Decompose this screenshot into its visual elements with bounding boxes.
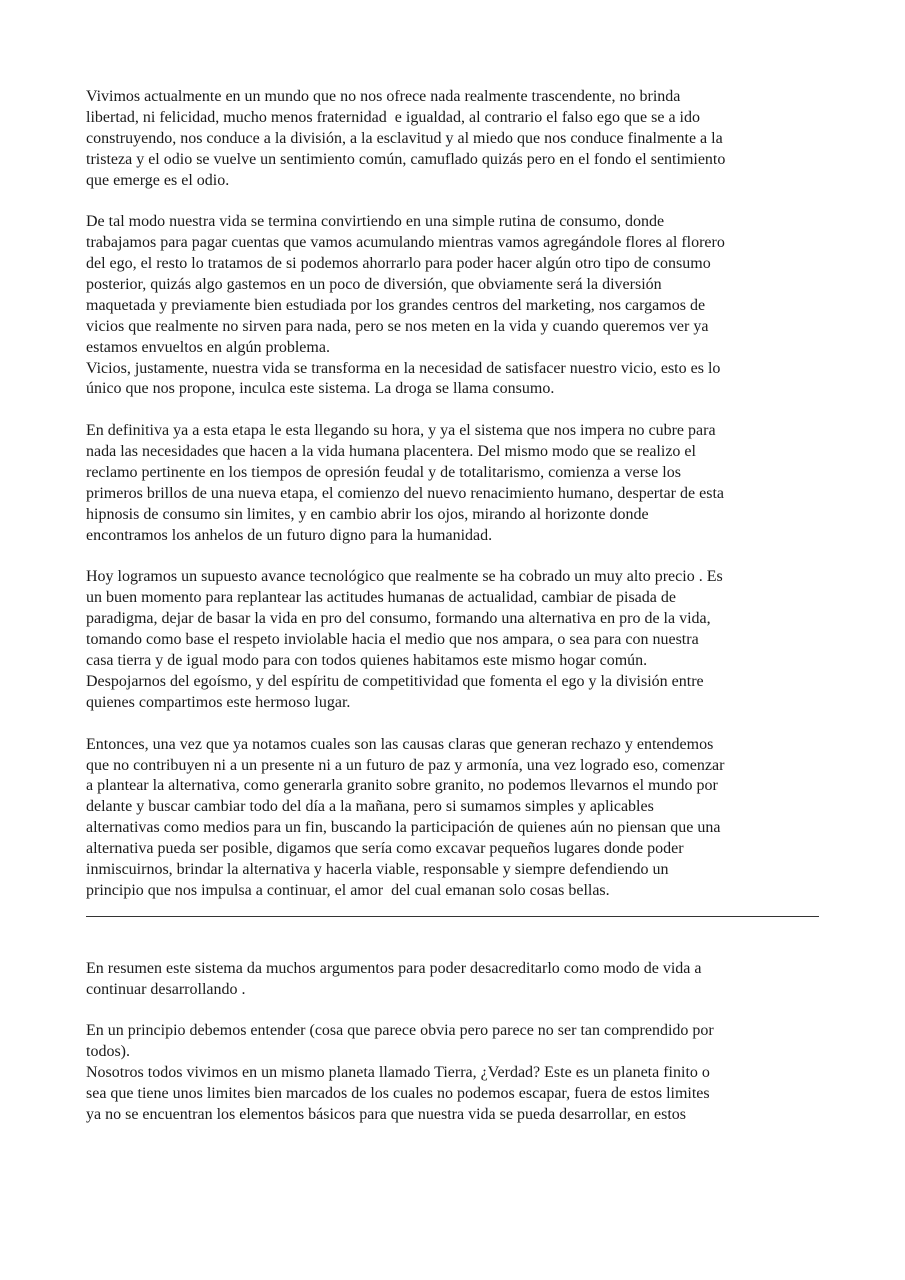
text-line: vicios que realmente no sirven para nada, pero se nos meten en la vida y cuando queremos ver ya bbox=[86, 317, 709, 335]
text-line: Nosotros todos vivimos en un mismo planeta llamado Tierra, ¿Verdad? Este es un planeta finito o bbox=[86, 1064, 710, 1082]
text-line: primeros brillos de una nueva etapa, el comienzo del nuevo renacimiento humano, despertar de esta bbox=[86, 484, 724, 502]
text-line: del ego, el resto lo tratamos de si podemos ahorrarlo para poder hacer algún otro tipo de consumo bbox=[86, 255, 711, 273]
text-line: Vivimos actualmente en un mundo que no nos ofrece nada realmente trascendente, no brinda bbox=[86, 88, 681, 105]
text-line: que emerge es el odio. bbox=[86, 171, 230, 189]
text-line: Hoy logramos un supuesto avance tecnológico que realmente se ha cobrado un muy alto precio . Es bbox=[86, 568, 723, 586]
text-line: quienes compartimos este hermoso lugar. bbox=[86, 693, 351, 711]
text-line: casa tierra y de igual modo para con todos quienes habitamos este mismo hogar común. bbox=[86, 652, 648, 670]
document-page bbox=[86, 87, 821, 1126]
text-line: alternativa pueda ser posible, digamos que sería como excavar pequeños lugares donde poder bbox=[86, 840, 684, 858]
text-line: continuar desarrollando . bbox=[86, 980, 246, 998]
paragraph bbox=[86, 1021, 821, 1125]
text-line: Despojarnos del egoísmo, y del espíritu de competitividad que fomenta el ego y la división entre bbox=[86, 672, 704, 690]
text-line: delante y buscar cambiar todo del día a la mañana, pero si sumamos simples y aplicables bbox=[86, 798, 654, 816]
text-line: inmiscuirnos, brindar la alternativa y hacerla viable, responsable y siempre defendiendo un bbox=[86, 860, 669, 878]
text-line: tomando como base el respeto inviolable hacia el medio que nos ampara, o sea para con nuestra bbox=[86, 631, 699, 649]
paragraph bbox=[86, 212, 821, 400]
text-line: hipnosis de consumo sin limites, y en cambio abrir los ojos, mirando al horizonte donde bbox=[86, 505, 649, 523]
text-line: tristeza y el odio se vuelve un sentimiento común, camuflado quizás pero en el fondo el sentimiento bbox=[86, 150, 726, 168]
text-line: reclamo pertinente en los tiempos de opresión feudal y de totalitarismo, comienza a verse los bbox=[86, 464, 681, 482]
section-spacer bbox=[86, 917, 821, 959]
text-line: libertad, ni felicidad, mucho menos fraternidad e igualdad, al contrario el falso ego que se a ido bbox=[86, 108, 700, 126]
paragraph-spacer bbox=[86, 191, 821, 212]
text-line: Entonces, una vez que ya notamos cuales son las causas claras que generan rechazo y entendemos bbox=[86, 735, 714, 753]
text-line: De tal modo nuestra vida se termina convirtiendo en una simple rutina de consumo, donde bbox=[86, 213, 665, 231]
text-line: paradigma, dejar de basar la vida en pro del consumo, formando una alternativa en pro de la vida, bbox=[86, 610, 711, 628]
text-line: posterior, quizás algo gastemos en un poco de diversión, que obviamente será la diversión bbox=[86, 276, 662, 294]
paragraph-spacer bbox=[86, 1001, 821, 1022]
text-line: En resumen este sistema da muchos argumentos para poder desacreditarlo como modo de vida a bbox=[86, 959, 702, 977]
paragraph bbox=[86, 735, 821, 902]
text-line: alternativas como medios para un fin, buscando la participación de quienes aún no piensan que una bbox=[86, 819, 721, 837]
text-line: principio que nos impulsa a continuar, el amor del cual emanan solo cosas bellas. bbox=[86, 881, 610, 899]
paragraph-spacer bbox=[86, 714, 821, 735]
paragraph-spacer bbox=[86, 400, 821, 421]
text-line: En un principio debemos entender (cosa que parece obvia pero parece no ser tan comprendido por bbox=[86, 1022, 714, 1040]
paragraph-spacer bbox=[86, 547, 821, 568]
text-line: trabajamos para pagar cuentas que vamos acumulando mientras vamos agregándole flores al florero bbox=[86, 234, 725, 252]
paragraph bbox=[86, 567, 821, 713]
text-line: encontramos los anhelos de un futuro digno para la humanidad. bbox=[86, 526, 493, 544]
paragraph bbox=[86, 421, 821, 546]
text-line: todos). bbox=[86, 1043, 130, 1061]
text-line: ya no se encuentran los elementos básicos para que nuestra vida se pueda desarrollar, en estos bbox=[86, 1105, 687, 1123]
text-line: En definitiva ya a esta etapa le esta llegando su hora, y ya el sistema que nos impera no cubre para bbox=[86, 422, 716, 440]
text-line: un buen momento para replantear las actitudes humanas de actualidad, cambiar de pisada de bbox=[86, 589, 676, 607]
paragraph bbox=[86, 87, 821, 191]
text-line: construyendo, nos conduce a la división, a la esclavitud y al miedo que nos conduce finalmente a la bbox=[86, 129, 723, 147]
text-line: maquetada y previamente bien estudiada por los grandes centros del marketing, nos cargamos de bbox=[86, 296, 706, 314]
text-line: sea que tiene unos limites bien marcados de los cuales no podemos escapar, fuera de estos limites bbox=[86, 1085, 710, 1103]
text-line: nada las necesidades que hacen a la vida humana placentera. Del mismo modo que se realizo el bbox=[86, 443, 696, 461]
text-line: único que nos propone, inculca este sistema. La droga se llama consumo. bbox=[86, 380, 555, 398]
text-line: a plantear la alternativa, como generarla granito sobre granito, no podemos llevarnos el mundo por bbox=[86, 777, 718, 795]
text-line: estamos envueltos en algún problema. bbox=[86, 338, 330, 356]
text-line: Vicios, justamente, nuestra vida se transforma en la necesidad de satisfacer nuestro vicio, esto es lo bbox=[86, 359, 721, 377]
text-line: que no contribuyen ni a un presente ni a un futuro de paz y armonía, una vez logrado eso, comenzar bbox=[86, 756, 725, 774]
paragraph bbox=[86, 959, 821, 1001]
